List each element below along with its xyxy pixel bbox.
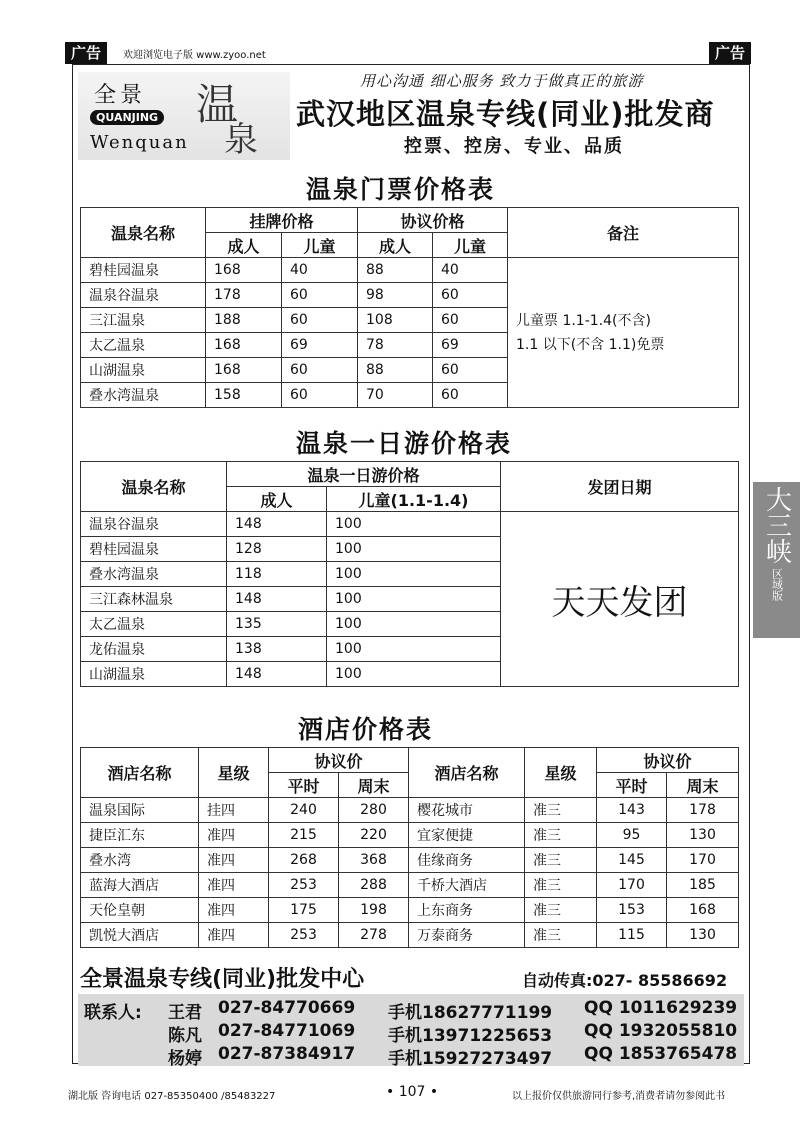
th-deal-price: 协议价 bbox=[269, 748, 409, 773]
th-child: 儿童 bbox=[433, 233, 508, 258]
th-hotel-name: 酒店名称 bbox=[81, 748, 199, 798]
price-cell: 168 bbox=[206, 258, 282, 283]
th-weekend: 周末 bbox=[339, 773, 409, 798]
spring-name: 叠水湾温泉 bbox=[81, 383, 206, 408]
side-tab-subtitle: 区域版 bbox=[770, 568, 784, 601]
contact-name: 杨婷 bbox=[168, 1049, 202, 1069]
th-child: 儿童 bbox=[282, 233, 358, 258]
subheadline: 控票、控房、专业、品质 bbox=[404, 136, 624, 157]
price-cell: 148 bbox=[227, 662, 327, 687]
contact-mobile[interactable]: 手机13971225653 bbox=[388, 1026, 553, 1046]
price-cell: 170 bbox=[667, 848, 739, 873]
th-adult: 成人 bbox=[227, 487, 327, 512]
table-row bbox=[81, 798, 739, 823]
price-cell: 168 bbox=[667, 898, 739, 923]
hotel-name: 凯悦大酒店 bbox=[81, 923, 199, 948]
hotel-name: 天伦皇朝 bbox=[81, 898, 199, 923]
price-cell: 148 bbox=[227, 587, 327, 612]
hotel-table-title: 酒店价格表 bbox=[298, 715, 434, 744]
price-cell: 88 bbox=[358, 258, 433, 283]
price-cell: 198 bbox=[339, 898, 409, 923]
price-cell: 188 bbox=[206, 308, 282, 333]
price-cell: 60 bbox=[282, 283, 358, 308]
spring-name: 山湖温泉 bbox=[81, 358, 206, 383]
price-cell: 128 bbox=[227, 537, 327, 562]
th-spring-name: 温泉名称 bbox=[81, 462, 227, 512]
price-cell: 100 bbox=[327, 562, 501, 587]
star-cell: 挂四 bbox=[199, 798, 269, 823]
price-cell: 100 bbox=[327, 612, 501, 637]
contact-name: 王君 bbox=[168, 1003, 202, 1023]
hotel-name: 捷臣汇东 bbox=[81, 823, 199, 848]
note-line-2: 1.1 以下(不含 1.1)免票 bbox=[516, 336, 665, 353]
th-adult: 成人 bbox=[358, 233, 433, 258]
contact-qq[interactable]: QQ 1011629239 bbox=[584, 998, 738, 1018]
hotel-name: 温泉国际 bbox=[81, 798, 199, 823]
price-cell: 268 bbox=[269, 848, 339, 873]
ticket-note bbox=[508, 258, 739, 408]
star-cell: 准四 bbox=[199, 823, 269, 848]
spring-name: 山湖温泉 bbox=[81, 662, 227, 687]
price-cell: 138 bbox=[227, 637, 327, 662]
price-cell: 170 bbox=[597, 873, 667, 898]
price-cell: 69 bbox=[282, 333, 358, 358]
price-cell: 40 bbox=[433, 258, 508, 283]
table-row bbox=[81, 258, 739, 283]
daytour-price-table bbox=[80, 461, 739, 687]
price-cell: 70 bbox=[358, 383, 433, 408]
price-cell: 108 bbox=[358, 308, 433, 333]
th-hotel-name: 酒店名称 bbox=[409, 748, 525, 798]
price-cell: 368 bbox=[339, 848, 409, 873]
hotel-name: 佳缘商务 bbox=[409, 848, 525, 873]
price-cell: 135 bbox=[227, 612, 327, 637]
price-cell: 78 bbox=[358, 333, 433, 358]
price-cell: 240 bbox=[269, 798, 339, 823]
table-row bbox=[81, 873, 739, 898]
price-cell: 40 bbox=[282, 258, 358, 283]
price-cell: 178 bbox=[667, 798, 739, 823]
region-hotline: 湖北版 咨询电话 027-85350400 /85483227 bbox=[68, 1091, 276, 1102]
ticket-table-title: 温泉门票价格表 bbox=[306, 175, 496, 204]
star-cell: 准三 bbox=[525, 823, 597, 848]
price-cell: 60 bbox=[433, 308, 508, 333]
logo-quanjing: 全景 bbox=[94, 83, 147, 108]
price-cell: 278 bbox=[339, 923, 409, 948]
price-cell: 215 bbox=[269, 823, 339, 848]
everyday-departure: 天天发团 bbox=[501, 512, 739, 687]
star-cell: 准三 bbox=[525, 898, 597, 923]
hotel-name: 万泰商务 bbox=[409, 923, 525, 948]
contact-tel[interactable]: 027-84770669 bbox=[218, 998, 356, 1018]
star-cell: 准四 bbox=[199, 898, 269, 923]
logo-wen: 温 bbox=[196, 80, 239, 129]
spring-name: 龙佑温泉 bbox=[81, 637, 227, 662]
price-cell: 288 bbox=[339, 873, 409, 898]
price-cell: 148 bbox=[227, 512, 327, 537]
logo-badge: QUANJING bbox=[90, 110, 164, 125]
price-cell: 100 bbox=[327, 512, 501, 537]
star-cell: 准四 bbox=[199, 873, 269, 898]
table-row bbox=[81, 923, 739, 948]
ad-tag-left: 广告 bbox=[65, 42, 107, 64]
star-cell: 准三 bbox=[525, 848, 597, 873]
hotel-name: 上东商务 bbox=[409, 898, 525, 923]
fax-number: 自动传真:027- 85586692 bbox=[522, 971, 728, 990]
th-note: 备注 bbox=[508, 208, 739, 258]
contact-name: 陈凡 bbox=[168, 1026, 202, 1046]
price-cell: 98 bbox=[358, 283, 433, 308]
footer-title: 全景温泉专线(同业)批发中心 bbox=[80, 967, 365, 992]
th-weekend: 周末 bbox=[667, 773, 739, 798]
price-cell: 280 bbox=[339, 798, 409, 823]
price-cell: 253 bbox=[269, 923, 339, 948]
price-cell: 185 bbox=[667, 873, 739, 898]
th-star: 星级 bbox=[199, 748, 269, 798]
contact-tel[interactable]: 027-84771069 bbox=[218, 1021, 356, 1041]
spring-name: 碧桂园温泉 bbox=[81, 537, 227, 562]
price-cell: 158 bbox=[206, 383, 282, 408]
contact-mobile[interactable]: 手机18627771199 bbox=[388, 1003, 553, 1023]
price-cell: 178 bbox=[206, 283, 282, 308]
th-star: 星级 bbox=[525, 748, 597, 798]
spring-name: 太乙温泉 bbox=[81, 612, 227, 637]
brand-logo bbox=[78, 72, 290, 160]
contact-tel[interactable]: 027-87384917 bbox=[218, 1044, 356, 1064]
contact-box bbox=[78, 994, 744, 1069]
price-cell: 88 bbox=[358, 358, 433, 383]
th-weekday: 平时 bbox=[269, 773, 339, 798]
price-cell: 130 bbox=[667, 823, 739, 848]
logo-quan: 泉 bbox=[224, 120, 258, 160]
price-cell: 145 bbox=[597, 848, 667, 873]
price-cell: 60 bbox=[433, 358, 508, 383]
spring-name: 叠水湾温泉 bbox=[81, 562, 227, 587]
th-deal-price: 协议价格 bbox=[358, 208, 508, 233]
price-cell: 153 bbox=[597, 898, 667, 923]
contact-qq[interactable]: QQ 1853765478 bbox=[584, 1044, 738, 1064]
table-row bbox=[81, 898, 739, 923]
price-cell: 168 bbox=[206, 358, 282, 383]
price-cell: 95 bbox=[597, 823, 667, 848]
price-cell: 60 bbox=[282, 383, 358, 408]
note-line-1: 儿童票 1.1-1.4(不含) bbox=[516, 312, 651, 329]
spring-name: 碧桂园温泉 bbox=[81, 258, 206, 283]
spring-name: 三江森林温泉 bbox=[81, 587, 227, 612]
price-cell: 60 bbox=[433, 383, 508, 408]
daytour-table-title: 温泉一日游价格表 bbox=[296, 429, 513, 458]
disclaimer: 以上报价仅供旅游同行参考,消费者请勿参阅此书 bbox=[512, 1091, 726, 1102]
th-child: 儿童(1.1-1.4) bbox=[327, 487, 501, 512]
price-cell: 100 bbox=[327, 637, 501, 662]
th-adult: 成人 bbox=[206, 233, 282, 258]
star-cell: 准三 bbox=[525, 873, 597, 898]
site-url[interactable]: 欢迎浏览电子版 www.zyoo.net bbox=[123, 50, 266, 61]
price-cell: 143 bbox=[597, 798, 667, 823]
contact-mobile[interactable]: 手机15927273497 bbox=[388, 1049, 553, 1069]
price-cell: 115 bbox=[597, 923, 667, 948]
logo-english: Wenquan bbox=[90, 132, 189, 153]
price-cell: 100 bbox=[327, 587, 501, 612]
price-cell: 60 bbox=[282, 358, 358, 383]
price-cell: 60 bbox=[282, 308, 358, 333]
ticket-price-table bbox=[80, 207, 739, 408]
contact-qq[interactable]: QQ 1932055810 bbox=[584, 1021, 738, 1041]
price-cell: 130 bbox=[667, 923, 739, 948]
star-cell: 准三 bbox=[525, 798, 597, 823]
spring-name: 三江温泉 bbox=[81, 308, 206, 333]
th-daytour-price: 温泉一日游价格 bbox=[227, 462, 501, 487]
side-tab-title: 大三峡 bbox=[761, 486, 792, 564]
th-list-price: 挂牌价格 bbox=[206, 208, 358, 233]
price-cell: 100 bbox=[327, 537, 501, 562]
star-cell: 准四 bbox=[199, 848, 269, 873]
spring-name: 太乙温泉 bbox=[81, 333, 206, 358]
spring-name: 温泉谷温泉 bbox=[81, 512, 227, 537]
table-row bbox=[81, 848, 739, 873]
side-region-tab[interactable] bbox=[753, 482, 800, 638]
table-row bbox=[81, 823, 739, 848]
hotel-name: 叠水湾 bbox=[81, 848, 199, 873]
th-weekday: 平时 bbox=[597, 773, 667, 798]
price-cell: 175 bbox=[269, 898, 339, 923]
hotel-name: 千桥大酒店 bbox=[409, 873, 525, 898]
th-departure-date: 发团日期 bbox=[501, 462, 739, 512]
headline: 武汉地区温泉专线(同业)批发商 bbox=[296, 97, 715, 131]
hotel-price-table bbox=[80, 747, 739, 948]
star-cell: 准三 bbox=[525, 923, 597, 948]
price-cell: 168 bbox=[206, 333, 282, 358]
th-spring-name: 温泉名称 bbox=[81, 208, 206, 258]
table-row bbox=[81, 512, 739, 537]
price-cell: 60 bbox=[433, 283, 508, 308]
ad-tag-right: 广告 bbox=[709, 42, 751, 64]
price-cell: 118 bbox=[227, 562, 327, 587]
hotel-name: 樱花城市 bbox=[409, 798, 525, 823]
contact-label: 联系人: bbox=[84, 1003, 142, 1023]
page-number: • 107 • bbox=[386, 1084, 439, 1100]
star-cell: 准四 bbox=[199, 923, 269, 948]
slogan: 用心沟通 细心服务 致力于做真正的旅游 bbox=[360, 72, 644, 90]
price-cell: 100 bbox=[327, 662, 501, 687]
top-bar bbox=[65, 42, 751, 64]
price-cell: 69 bbox=[433, 333, 508, 358]
price-cell: 220 bbox=[339, 823, 409, 848]
price-cell: 253 bbox=[269, 873, 339, 898]
hotel-name: 宜家便捷 bbox=[409, 823, 525, 848]
hotel-name: 蓝海大酒店 bbox=[81, 873, 199, 898]
spring-name: 温泉谷温泉 bbox=[81, 283, 206, 308]
th-deal-price: 协议价 bbox=[597, 748, 739, 773]
